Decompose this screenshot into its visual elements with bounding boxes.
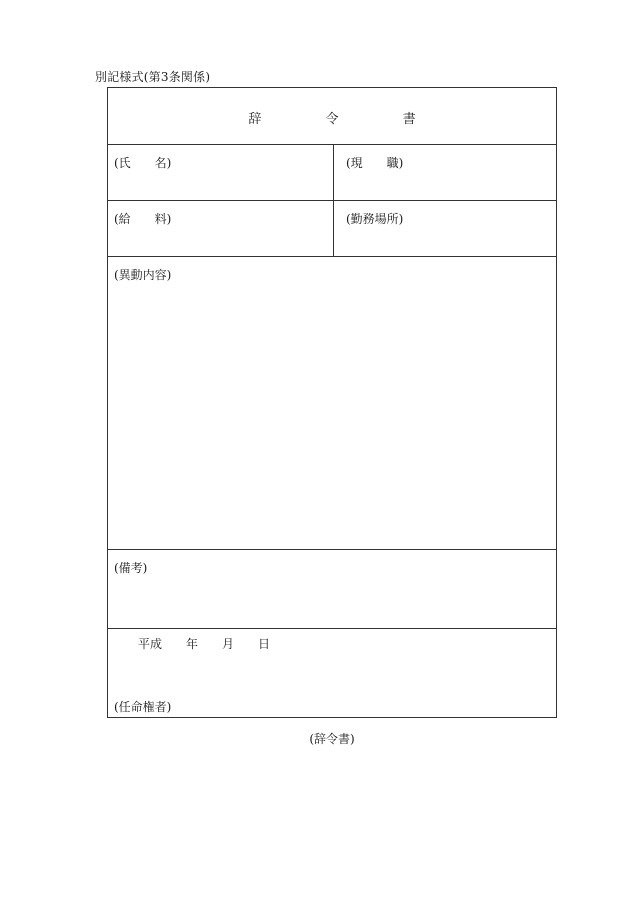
workplace-field-label: (勤務場所) (346, 212, 404, 226)
column-divider (333, 144, 334, 256)
title-char-2: 令 (325, 112, 339, 127)
current-position-field-label: (現 職) (346, 156, 404, 170)
title-char-3: 書 (402, 112, 416, 127)
divider-line (108, 628, 556, 629)
title-char-1: 辞 (248, 112, 262, 127)
form-caption: 別記様式(第3条関係) (95, 70, 211, 84)
date-era: 平成 (138, 637, 163, 651)
divider-line (108, 200, 556, 201)
transfer-details-field-label: (異動内容) (114, 268, 172, 282)
date-day-unit: 日 (258, 637, 271, 651)
bottom-caption: (辞令書) (309, 732, 355, 746)
salary-field-label: (給 料) (114, 212, 172, 226)
divider-line (108, 256, 556, 257)
divider-line (108, 144, 556, 145)
appointer-field-label: (任命権者) (114, 700, 172, 714)
date-month-unit: 月 (222, 637, 235, 651)
document-title (108, 108, 556, 127)
issue-date (138, 635, 270, 652)
date-year-unit: 年 (186, 637, 199, 651)
divider-line (108, 549, 556, 550)
remarks-field-label: (備考) (114, 561, 148, 575)
appointment-form-table (107, 87, 557, 718)
name-field-label: (氏 名) (114, 156, 172, 170)
